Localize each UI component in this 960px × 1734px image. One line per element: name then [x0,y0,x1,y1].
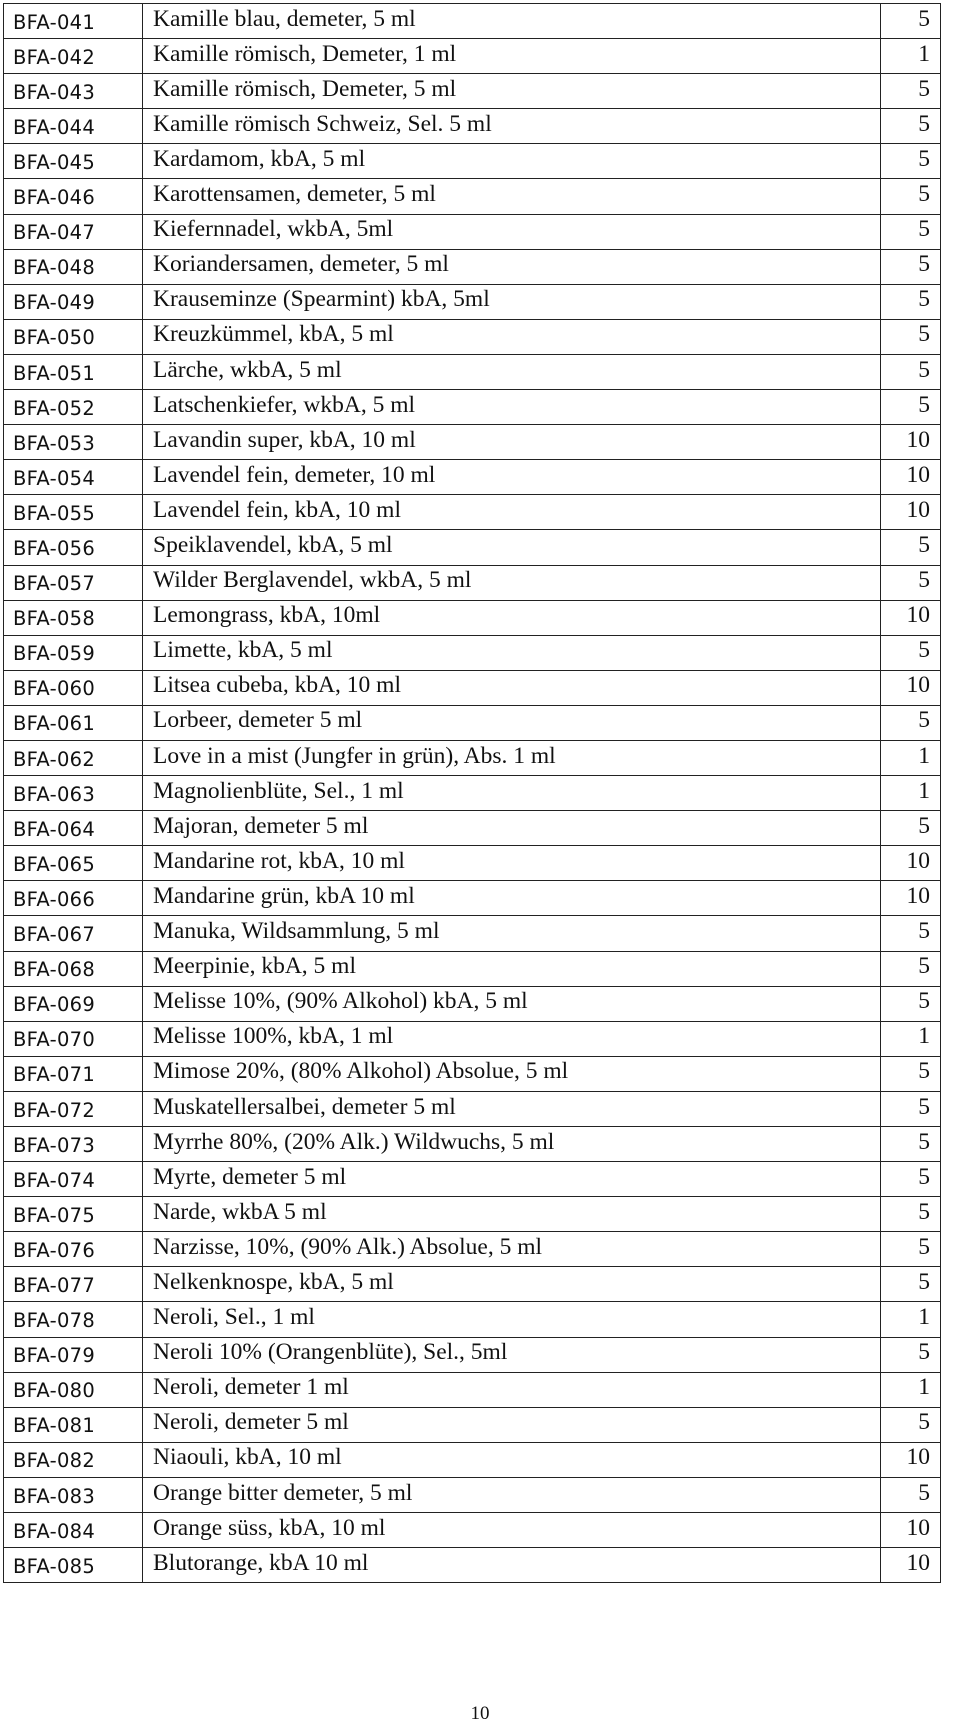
quantity-cell: 5 [881,1162,941,1197]
product-name-cell: Myrrhe 80%, (20% Alk.) Wildwuchs, 5 ml [143,1127,881,1162]
table-row [4,1513,941,1548]
product-name-cell: Kiefernnadel, wkbA, 5ml [143,214,881,249]
table-row [4,635,941,670]
quantity-cell: 5 [881,214,941,249]
product-name-cell: Kardamom, kbA, 5 ml [143,144,881,179]
product-code-cell: BFA-083 [4,1477,143,1512]
table-row [4,1337,941,1372]
product-name-cell: Neroli, demeter 1 ml [143,1372,881,1407]
table-row [4,1477,941,1512]
product-name-cell: Kamille römisch Schweiz, Sel. 5 ml [143,109,881,144]
product-name-cell: Limette, kbA, 5 ml [143,635,881,670]
quantity-cell: 5 [881,635,941,670]
quantity-cell: 5 [881,565,941,600]
table-row [4,74,941,109]
product-code-cell: BFA-066 [4,881,143,916]
quantity-cell: 5 [881,249,941,284]
quantity-cell: 10 [881,600,941,635]
quantity-cell: 10 [881,670,941,705]
product-code-cell: BFA-050 [4,319,143,354]
quantity-cell: 5 [881,74,941,109]
table-row [4,249,941,284]
product-code-cell: BFA-068 [4,951,143,986]
product-code-cell: BFA-067 [4,916,143,951]
table-row [4,881,941,916]
product-name-cell: Lorbeer, demeter 5 ml [143,705,881,740]
table-row [4,776,941,811]
product-name-cell: Muskatellersalbei, demeter 5 ml [143,1091,881,1126]
table-row [4,460,941,495]
table-row [4,846,941,881]
quantity-cell: 5 [881,1267,941,1302]
quantity-cell: 5 [881,986,941,1021]
table-row [4,1548,941,1583]
table-row [4,1091,941,1126]
quantity-cell: 5 [881,1127,941,1162]
product-name-cell: Nelkenknospe, kbA, 5 ml [143,1267,881,1302]
product-code-cell: BFA-078 [4,1302,143,1337]
product-code-cell: BFA-065 [4,846,143,881]
product-code-cell: BFA-076 [4,1232,143,1267]
table-row [4,1197,941,1232]
product-code-cell: BFA-048 [4,249,143,284]
table-row [4,530,941,565]
product-name-cell: Lavendel fein, demeter, 10 ml [143,460,881,495]
product-code-cell: BFA-081 [4,1407,143,1442]
quantity-cell: 10 [881,495,941,530]
table-row [4,740,941,775]
table-row [4,1127,941,1162]
product-code-cell: BFA-047 [4,214,143,249]
product-name-cell: Wilder Berglavendel, wkbA, 5 ml [143,565,881,600]
quantity-cell: 5 [881,354,941,389]
quantity-cell: 5 [881,284,941,319]
product-name-cell: Latschenkiefer, wkbA, 5 ml [143,390,881,425]
product-name-cell: Koriandersamen, demeter, 5 ml [143,249,881,284]
quantity-cell: 5 [881,916,941,951]
product-code-cell: BFA-070 [4,1021,143,1056]
product-name-cell: Magnolienblüte, Sel., 1 ml [143,776,881,811]
quantity-cell: 5 [881,1337,941,1372]
quantity-cell: 5 [881,1056,941,1091]
table-row [4,1407,941,1442]
product-name-cell: Neroli, Sel., 1 ml [143,1302,881,1337]
product-table-body [4,4,941,1583]
table-row [4,1372,941,1407]
product-name-cell: Narzisse, 10%, (90% Alk.) Absolue, 5 ml [143,1232,881,1267]
table-row [4,495,941,530]
table-row [4,109,941,144]
product-code-cell: BFA-054 [4,460,143,495]
quantity-cell: 5 [881,179,941,214]
quantity-cell: 5 [881,1091,941,1126]
table-row [4,284,941,319]
quantity-cell: 5 [881,1232,941,1267]
product-name-cell: Love in a mist (Jungfer in grün), Abs. 1 ml [143,740,881,775]
quantity-cell: 5 [881,144,941,179]
table-row [4,39,941,74]
quantity-cell: 5 [881,1407,941,1442]
product-name-cell: Narde, wkbA 5 ml [143,1197,881,1232]
table-row [4,811,941,846]
product-code-cell: BFA-042 [4,39,143,74]
table-row [4,600,941,635]
product-code-cell: BFA-062 [4,740,143,775]
product-code-cell: BFA-075 [4,1197,143,1232]
quantity-cell: 1 [881,740,941,775]
product-name-cell: Litsea cubeba, kbA, 10 ml [143,670,881,705]
product-name-cell: Kamille römisch, Demeter, 5 ml [143,74,881,109]
table-row [4,705,941,740]
product-code-cell: BFA-074 [4,1162,143,1197]
product-code-cell: BFA-052 [4,390,143,425]
product-name-cell: Lärche, wkbA, 5 ml [143,354,881,389]
product-code-cell: BFA-079 [4,1337,143,1372]
product-name-cell: Manuka, Wildsammlung, 5 ml [143,916,881,951]
page-number: 10 [470,1703,490,1724]
product-name-cell: Orange süss, kbA, 10 ml [143,1513,881,1548]
product-code-cell: BFA-053 [4,425,143,460]
quantity-cell: 5 [881,530,941,565]
table-row [4,4,941,39]
product-code-cell: BFA-057 [4,565,143,600]
product-code-cell: BFA-077 [4,1267,143,1302]
quantity-cell: 1 [881,1302,941,1337]
product-code-cell: BFA-055 [4,495,143,530]
product-table [3,3,941,1583]
product-name-cell: Mimose 20%, (80% Alkohol) Absolue, 5 ml [143,1056,881,1091]
table-row [4,1162,941,1197]
table-row [4,354,941,389]
product-code-cell: BFA-064 [4,811,143,846]
quantity-cell: 5 [881,811,941,846]
product-name-cell: Orange bitter demeter, 5 ml [143,1477,881,1512]
product-name-cell: Neroli, demeter 5 ml [143,1407,881,1442]
product-code-cell: BFA-043 [4,74,143,109]
table-row [4,144,941,179]
quantity-cell: 5 [881,319,941,354]
quantity-cell: 5 [881,705,941,740]
product-name-cell: Neroli 10% (Orangenblüte), Sel., 5ml [143,1337,881,1372]
product-name-cell: Speiklavendel, kbA, 5 ml [143,530,881,565]
table-row [4,565,941,600]
product-code-cell: BFA-084 [4,1513,143,1548]
product-name-cell: Melisse 10%, (90% Alkohol) kbA, 5 ml [143,986,881,1021]
table-row [4,425,941,460]
product-code-cell: BFA-058 [4,600,143,635]
table-row [4,986,941,1021]
quantity-cell: 10 [881,846,941,881]
product-name-cell: Mandarine rot, kbA, 10 ml [143,846,881,881]
quantity-cell: 10 [881,1513,941,1548]
table-row [4,916,941,951]
product-code-cell: BFA-085 [4,1548,143,1583]
product-name-cell: Lavandin super, kbA, 10 ml [143,425,881,460]
product-name-cell: Kreuzkümmel, kbA, 5 ml [143,319,881,354]
quantity-cell: 10 [881,460,941,495]
product-name-cell: Majoran, demeter 5 ml [143,811,881,846]
table-row [4,951,941,986]
quantity-cell: 10 [881,1548,941,1583]
product-name-cell: Melisse 100%, kbA, 1 ml [143,1021,881,1056]
product-name-cell: Lemongrass, kbA, 10ml [143,600,881,635]
product-name-cell: Kamille blau, demeter, 5 ml [143,4,881,39]
table-row [4,1442,941,1477]
table-row [4,319,941,354]
product-code-cell: BFA-069 [4,986,143,1021]
table-row [4,1302,941,1337]
quantity-cell: 5 [881,4,941,39]
product-code-cell: BFA-071 [4,1056,143,1091]
table-row [4,1056,941,1091]
quantity-cell: 5 [881,109,941,144]
quantity-cell: 5 [881,390,941,425]
product-code-cell: BFA-061 [4,705,143,740]
product-code-cell: BFA-082 [4,1442,143,1477]
product-name-cell: Lavendel fein, kbA, 10 ml [143,495,881,530]
product-code-cell: BFA-051 [4,354,143,389]
product-name-cell: Blutorange, kbA 10 ml [143,1548,881,1583]
quantity-cell: 10 [881,1442,941,1477]
table-row [4,214,941,249]
table-row [4,1267,941,1302]
product-name-cell: Niaouli, kbA, 10 ml [143,1442,881,1477]
product-name-cell: Mandarine grün, kbA 10 ml [143,881,881,916]
product-name-cell: Kamille römisch, Demeter, 1 ml [143,39,881,74]
table-row [4,179,941,214]
quantity-cell: 5 [881,951,941,986]
product-name-cell: Karottensamen, demeter, 5 ml [143,179,881,214]
product-code-cell: BFA-073 [4,1127,143,1162]
product-name-cell: Krauseminze (Spearmint) kbA, 5ml [143,284,881,319]
quantity-cell: 10 [881,881,941,916]
product-code-cell: BFA-041 [4,4,143,39]
product-code-cell: BFA-056 [4,530,143,565]
product-code-cell: BFA-060 [4,670,143,705]
product-code-cell: BFA-049 [4,284,143,319]
product-code-cell: BFA-045 [4,144,143,179]
product-name-cell: Myrte, demeter 5 ml [143,1162,881,1197]
product-name-cell: Meerpinie, kbA, 5 ml [143,951,881,986]
quantity-cell: 1 [881,776,941,811]
table-row [4,1021,941,1056]
product-code-cell: BFA-044 [4,109,143,144]
product-code-cell: BFA-059 [4,635,143,670]
product-code-cell: BFA-063 [4,776,143,811]
product-code-cell: BFA-080 [4,1372,143,1407]
quantity-cell: 1 [881,1372,941,1407]
quantity-cell: 10 [881,425,941,460]
quantity-cell: 5 [881,1197,941,1232]
quantity-cell: 1 [881,1021,941,1056]
table-row [4,1232,941,1267]
quantity-cell: 5 [881,1477,941,1512]
table-row [4,670,941,705]
quantity-cell: 1 [881,39,941,74]
table-row [4,390,941,425]
product-code-cell: BFA-046 [4,179,143,214]
product-code-cell: BFA-072 [4,1091,143,1126]
